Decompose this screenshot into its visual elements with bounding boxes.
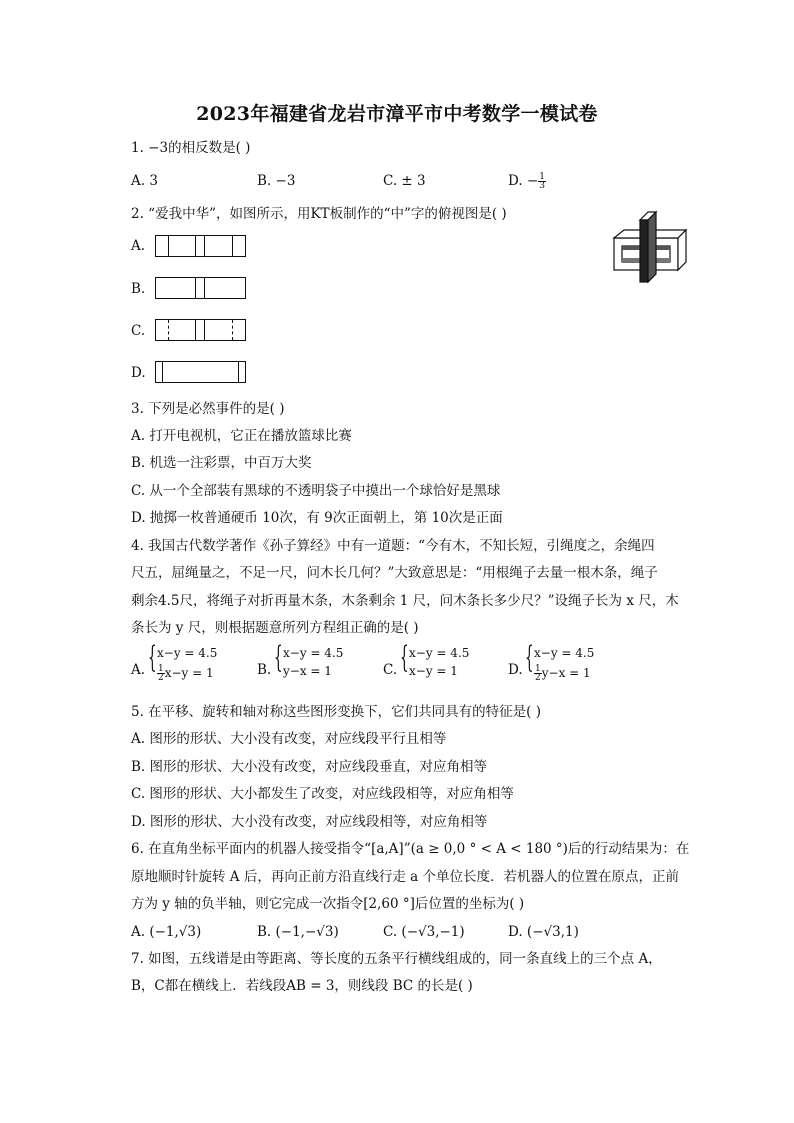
q4-line-3: 剩余4.5尺，将绳子对折再量木条，木条剩余 1 尺，问木条长多少尺？”设绳子长为 x 尺，木: [131, 593, 679, 609]
q4-label-c: C.: [383, 662, 398, 678]
q1-option-d-label: D. −: [508, 173, 539, 189]
q2-option-c-figure: [155, 319, 246, 341]
q2-option-b-figure: [155, 277, 246, 299]
q2-label-c: C.: [131, 323, 146, 339]
q6-option-c: C. (−√3,−1): [383, 924, 465, 940]
q5-option-b: B. 图形的形状、大小没有改变，对应线段垂直，对应角相等: [131, 759, 488, 775]
q4-line-4: 条长为 y 尺，则根据题意所列方程组正确的是( ): [131, 620, 419, 636]
zhong-character-3d-figure: [610, 210, 690, 286]
q5-option-d: D. 图形的形状、大小没有改变，对应线段相等，对应角相等: [131, 814, 488, 830]
q5-option-c: C. 图形的形状、大小都发生了改变，对应线段相等，对应角相等: [131, 786, 514, 802]
q3-option-a: A. 打开电视机，它正在播放篮球比赛: [131, 428, 352, 444]
q3-option-b: B. 机选一注彩票，中百万大奖: [131, 455, 312, 471]
q1-stem: 1. −3的相反数是( ): [131, 140, 251, 156]
q2-label-b: B.: [131, 281, 146, 297]
q4-line-2: 尺五，屈绳量之，不足一尺，问木长几何？”大致意思是：“用根绳子去量一根木条，绳子: [131, 565, 658, 581]
q3-option-d: D. 抛掷一枚普通硬币 10次，有 9次正面朝上，第 10次是正面: [131, 510, 503, 526]
q3-stem: 3. 下列是必然事件的是( ): [131, 401, 285, 417]
q1-option-a: A. 3: [131, 173, 158, 189]
q5-option-a: A. 图形的形状、大小没有改变，对应线段平行且相等: [131, 731, 447, 747]
q6-line-1: 6. 在直角坐标平面内的机器人接受指令“[a,A]”(a ≥ 0,0 ° < A < 180 °)后的行动结果为：在: [131, 841, 690, 857]
q4-label-b: B.: [257, 662, 272, 678]
q4-label-a: A.: [131, 662, 146, 678]
q7-line-1: 7. 如图，五线谱是由等距离、等长度的五条平行横线组成的，同一条直线上的三个点 A，: [131, 951, 662, 967]
q6-option-d: D. (−√3,1): [508, 924, 579, 940]
q6-line-2: 原地顺时针旋转 A 后，再向正前方沿直线行走 a 个单位长度．若机器人的位置在原点，正前: [131, 869, 679, 885]
q4-label-d: D.: [508, 662, 523, 678]
q2-label-d: D.: [131, 365, 146, 381]
q2-option-a-figure: [155, 235, 246, 257]
q6-line-3: 方为 y 轴的负半轴，则它完成一次指令[2,60 °]后位置的坐标为( ): [131, 896, 525, 912]
page-title: 2023年福建省龙岩市漳平市中考数学一模试卷: [196, 103, 598, 125]
q2-label-a: A.: [131, 238, 146, 254]
q2-stem: 2. “爱我中华”，如图所示，用KT板制作的“中”字的俯视图是( ): [131, 206, 507, 222]
q3-option-c: C. 从一个全部装有黑球的不透明袋子中摸出一个球恰好是黑球: [131, 483, 501, 499]
q6-option-a: A. (−1,√3): [131, 924, 202, 940]
q6-option-b: B. (−1,−√3): [257, 924, 339, 940]
q1-option-b: B. −3: [257, 173, 296, 189]
q1-option-d: [508, 172, 546, 190]
q7-line-2: B，C都在横线上．若线段AB = 3，则线段 BC 的长是( ): [131, 978, 473, 994]
q1-option-d-fraction: $\frac{1}{3}$: [539, 172, 545, 191]
q4-line-1: 4. 我国古代数学著作《孙子算经》中有一道题：“今有木，不知长短，引绳度之，余绳四: [131, 538, 655, 554]
q1-option-c: C. ± 3: [383, 173, 426, 189]
q2-option-d-figure: [155, 361, 246, 383]
q5-stem: 5. 在平移、旋转和轴对称这些图形变换下，它们共同具有的特征是( ): [131, 704, 541, 720]
